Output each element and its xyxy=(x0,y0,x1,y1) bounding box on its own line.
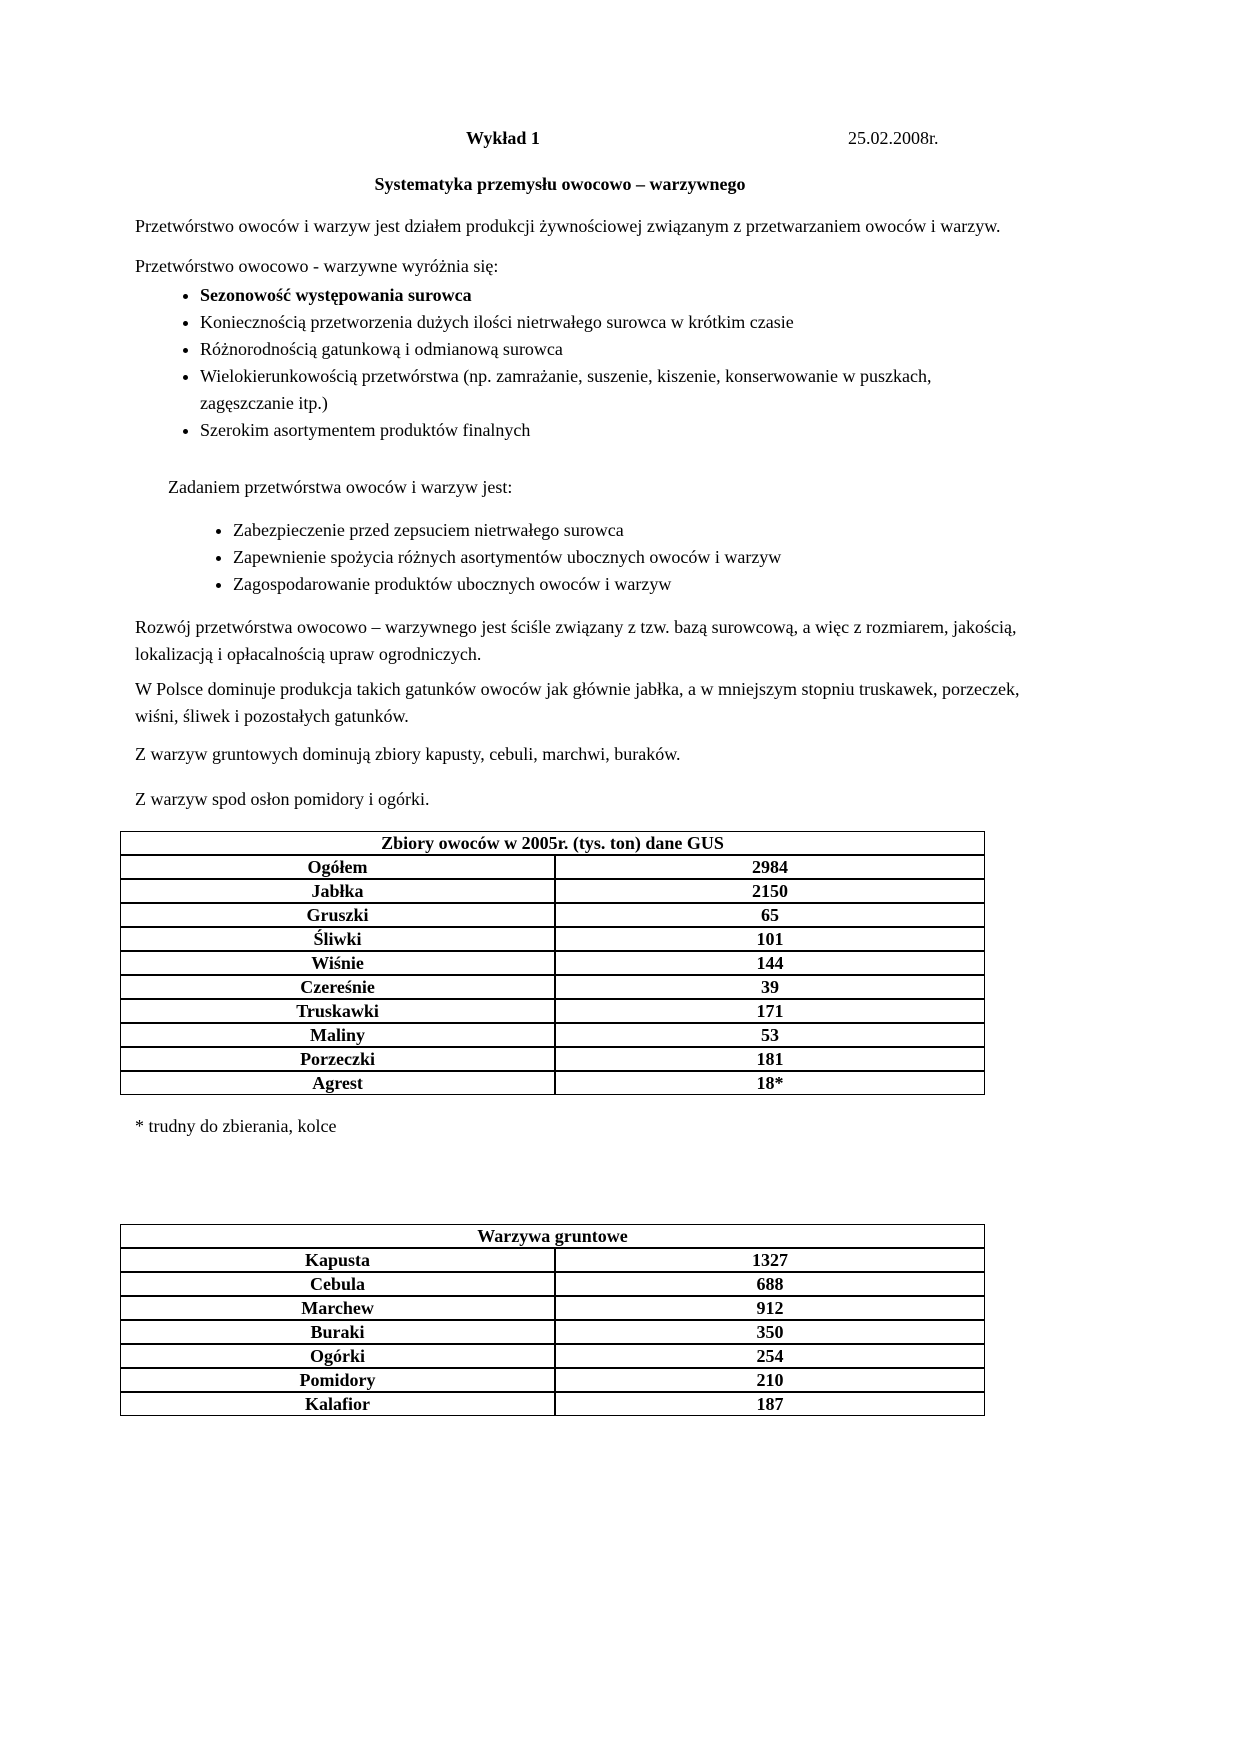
row-label: Ogórki xyxy=(120,1344,555,1368)
row-label: Buraki xyxy=(120,1320,555,1344)
row-value: 53 xyxy=(555,1023,985,1047)
table-row xyxy=(120,1023,985,1047)
header-line xyxy=(135,128,1075,155)
row-label: Truskawki xyxy=(120,999,555,1023)
feature-item: • Sezonowość występowania surowca xyxy=(200,282,990,309)
table-row xyxy=(120,999,985,1023)
features-list xyxy=(135,282,990,444)
table-row xyxy=(120,855,985,879)
task-item: • Zagospodarowanie produktów ubocznych owoców i warzyw xyxy=(233,571,1023,598)
table-header-row xyxy=(120,1224,985,1248)
table-row xyxy=(120,903,985,927)
fruit-table-title: Zbiory owoców w 2005r. (tys. ton) dane GUS xyxy=(120,831,985,855)
row-label: Marchew xyxy=(120,1296,555,1320)
table-row xyxy=(120,1320,985,1344)
table-row xyxy=(120,927,985,951)
lecture-date: 25.02.2008r. xyxy=(848,128,939,148)
table-row xyxy=(120,1344,985,1368)
table-row xyxy=(120,1368,985,1392)
row-value: 2150 xyxy=(555,879,985,903)
row-label: Czereśnie xyxy=(120,975,555,999)
row-label: Ogółem xyxy=(120,855,555,879)
lecture-title: Wykład 1 xyxy=(466,128,540,148)
row-value: 912 xyxy=(555,1296,985,1320)
table-row xyxy=(120,1272,985,1296)
row-value: 187 xyxy=(555,1392,985,1416)
row-label: Maliny xyxy=(120,1023,555,1047)
row-value: 688 xyxy=(555,1272,985,1296)
feature-item: • Różnorodnością gatunkową i odmianową surowca xyxy=(200,336,990,363)
paragraph-ground-vegetables: Z warzyw gruntowych dominują zbiory kapusty, cebuli, marchwi, buraków. xyxy=(135,744,681,764)
row-label: Wiśnie xyxy=(120,951,555,975)
table-header-row xyxy=(120,831,985,855)
row-value: 171 xyxy=(555,999,985,1023)
table-row xyxy=(120,1071,985,1095)
row-label: Cebula xyxy=(120,1272,555,1296)
table-row xyxy=(120,879,985,903)
vegetable-table-title: Warzywa gruntowe xyxy=(120,1224,985,1248)
row-value: 254 xyxy=(555,1344,985,1368)
row-label: Śliwki xyxy=(120,927,555,951)
row-value: 1327 xyxy=(555,1248,985,1272)
row-value: 39 xyxy=(555,975,985,999)
paragraph-poland: W Polsce dominuje produkcja takich gatunków owoców jak głównie jabłka, a w mniejszym stopniu truskawek, porzeczek, wiśni, śliwek i pozostałych gatunków. xyxy=(135,679,1020,726)
row-label: Agrest xyxy=(120,1071,555,1095)
row-value: 181 xyxy=(555,1047,985,1071)
row-value: 144 xyxy=(555,951,985,975)
feature-item: • Wielokierunkowością przetwórstwa (np. zamrażanie, suszenie, kiszenie, konserwowanie w puszkach, zagęszczanie itp.) xyxy=(200,363,990,417)
row-label: Jabłka xyxy=(120,879,555,903)
table-row xyxy=(120,951,985,975)
document-subtitle: Systematyka przemysłu owocowo – warzywnego xyxy=(374,174,746,194)
task-item: • Zapewnienie spożycia różnych asortymentów ubocznych owoców i warzyw xyxy=(233,544,1023,571)
table-footnote: * trudny do zbierania, kolce xyxy=(135,1116,337,1136)
row-value: 2984 xyxy=(555,855,985,879)
row-value: 65 xyxy=(555,903,985,927)
row-label: Porzeczki xyxy=(120,1047,555,1071)
paragraph-development: Rozwój przetwórstwa owocowo – warzywnego jest ściśle związany z tzw. bazą surowcową, a więc z rozmiarem, jakością, lokalizacją i opłacalnością upraw ogrodniczych. xyxy=(135,617,1017,664)
row-label: Kalafior xyxy=(120,1392,555,1416)
row-label: Kapusta xyxy=(120,1248,555,1272)
paragraph-covered-vegetables: Z warzyw spod osłon pomidory i ogórki. xyxy=(135,789,430,809)
row-label: Gruszki xyxy=(120,903,555,927)
table-row xyxy=(120,1047,985,1071)
task-item: • Zabezpieczenie przed zepsuciem nietrwałego surowca xyxy=(233,517,1023,544)
table-row xyxy=(120,1392,985,1416)
feature-item: • Koniecznością przetworzenia dużych ilości nietrwałego surowca w krótkim czasie xyxy=(200,309,990,336)
row-value: 350 xyxy=(555,1320,985,1344)
row-value: 18* xyxy=(555,1071,985,1095)
row-label: Pomidory xyxy=(120,1368,555,1392)
row-value: 210 xyxy=(555,1368,985,1392)
row-value: 101 xyxy=(555,927,985,951)
paragraph-intro: Przetwórstwo owoców i warzyw jest działem produkcji żywnościowej związanym z przetwarzaniem owoców i warzyw. xyxy=(135,216,1001,236)
vegetable-table xyxy=(120,1224,985,1416)
paragraph-features-lead: Przetwórstwo owocowo - warzywne wyróżnia się: xyxy=(135,256,499,276)
paragraph-tasks-lead: Zadaniem przetwórstwa owoców i warzyw jest: xyxy=(168,477,513,497)
feature-item: • Szerokim asortymentem produktów finalnych xyxy=(200,417,990,444)
table-row xyxy=(120,1248,985,1272)
fruit-harvest-table xyxy=(120,831,985,1095)
table-row xyxy=(120,975,985,999)
tasks-list xyxy=(168,517,1023,598)
table-row xyxy=(120,1296,985,1320)
